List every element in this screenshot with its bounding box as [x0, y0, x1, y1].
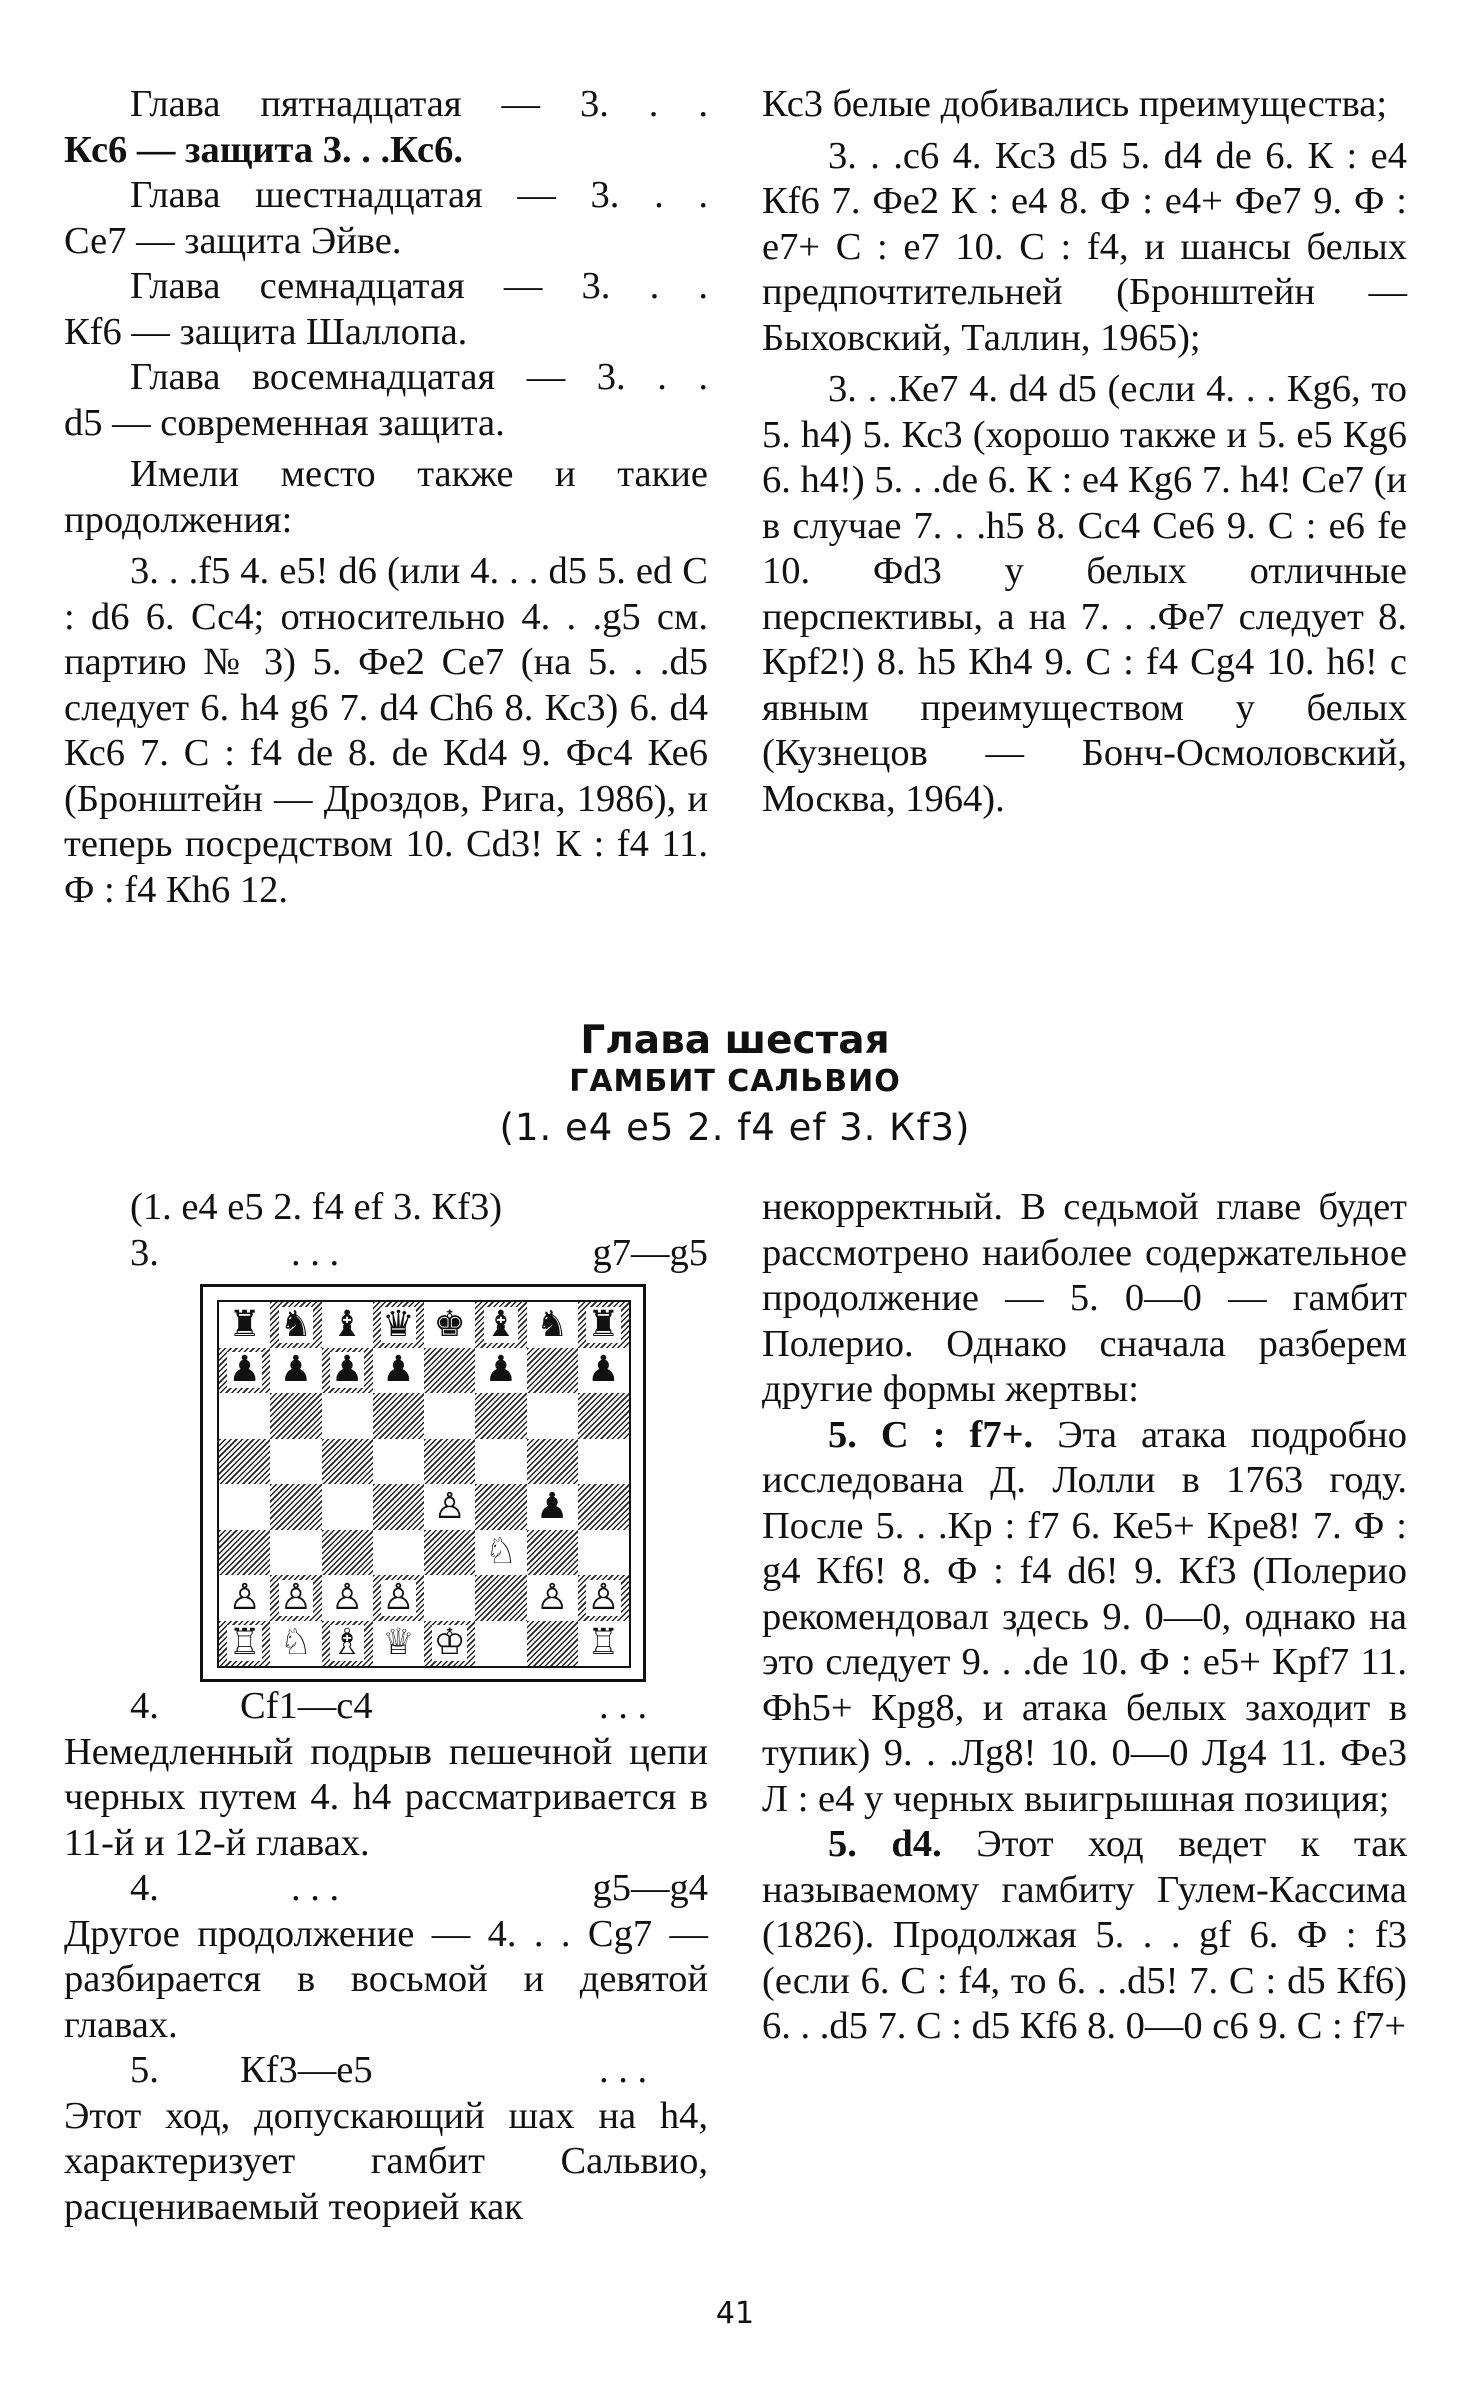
chess-piece-icon: ♘: [279, 1622, 313, 1664]
chess-piece-square: [578, 1621, 629, 1667]
paragraph: Имели место также и такие продолжения:: [64, 453, 708, 541]
chess-square: [475, 1575, 526, 1621]
text-line: Глава семнадцатая — 3. . .: [130, 265, 708, 307]
chess-piece-icon: ♝: [330, 1303, 364, 1345]
chess-square: [527, 1348, 578, 1394]
chess-square: [322, 1484, 373, 1530]
chess-piece-icon: ♚: [433, 1303, 466, 1345]
chess-piece-icon: ♙: [535, 1576, 569, 1618]
text-line: Глава восемнадцатая — 3. . .: [130, 356, 708, 398]
chess-piece-square: [219, 1621, 270, 1667]
chess-piece-square: [219, 1302, 270, 1348]
chess-piece-icon: ♙: [382, 1576, 415, 1618]
chess-piece-square: [424, 1302, 475, 1348]
chess-square: [373, 1439, 424, 1485]
chess-square: [322, 1393, 373, 1439]
chess-piece-square: [373, 1621, 424, 1667]
chess-piece-icon: ♞: [279, 1303, 313, 1345]
chess-square: [219, 1393, 270, 1439]
chess-piece-square: [578, 1575, 629, 1621]
chess-piece-icon: ♟: [330, 1349, 364, 1391]
chess-square: [475, 1484, 526, 1530]
chess-piece-icon: ♕: [382, 1622, 415, 1664]
chapter-number: Глава шестая: [580, 1018, 890, 1063]
text-line: d5 — современная защита.: [64, 401, 505, 444]
move-line: 3. . . . g7—g5: [130, 1231, 708, 1274]
chess-square: [270, 1439, 321, 1485]
chess-square: [270, 1484, 321, 1530]
chess-piece-square: [270, 1621, 321, 1667]
move-line: 4. Сf1—с4 . . .: [130, 1685, 648, 1727]
paragraph: 3. . .Ке7 4. d4 d5 (если 4. . . Кg6, то 5. h4) 5. Кс3 (хорошо также и 5. е5 Кg6 6. h4!) 5. . .de 6. К : e4 Кg6 7. h4! Се7 (и в случае 7. . .h5 8. Сс4 Се6 9. С : е6 fe 10. Фd3 у белых отличные перспективы, а на 7. . .Фе7 следует 8. Крf2!) 8. h5 Кh4 9. С : f4 Сg4 10. h6! с явным преимуществом у белых (Кузнецов — Бонч-Осмоловский, Москва, 1964).: [762, 368, 1407, 820]
chess-square: [578, 1530, 629, 1576]
move-lead: 5. d4.: [828, 1823, 942, 1865]
move-line: 4. . . . g5—g4: [130, 1867, 708, 1909]
paragraph: некорректный. В седьмой главе будет рассмотрено наиболее содержательное продолжение — 5. 0—0 — гамбит Полерио. Однако сначала разберем другие формы жертвы:: [762, 1186, 1407, 1410]
intro-moves: (1. e4 e5 2. f4 ef 3. Кf3): [130, 1186, 503, 1228]
chess-square: [527, 1439, 578, 1485]
paragraph: Этот ход, допускающий шах на h4, характеризует гамбит Сальвио, расцениваемый теорией как: [64, 2094, 708, 2228]
left-column-bottom: [64, 1185, 708, 2230]
chess-piece-icon: ♙: [279, 1576, 313, 1618]
paragraph: Кс3 белые добивались преимущества;: [762, 83, 1388, 125]
chess-piece-icon: ♟: [382, 1349, 415, 1391]
chess-square: [424, 1439, 475, 1485]
chess-square: [527, 1530, 578, 1576]
chess-piece-icon: ♙: [228, 1576, 261, 1618]
chess-piece-square: [219, 1348, 270, 1394]
chess-piece-square: [270, 1302, 321, 1348]
move-line: 5. Кf3—е5 . . .: [130, 2049, 648, 2091]
chess-piece-icon: ♜: [228, 1303, 261, 1345]
paragraph: Немедленный подрыв пешечной цепи черных путем 4. h4 рассматривается в 11-й и 12-й главах.: [64, 1730, 708, 1864]
chess-square: [219, 1484, 270, 1530]
chess-square: [424, 1348, 475, 1394]
chess-piece-square: [373, 1348, 424, 1394]
chess-square: [424, 1575, 475, 1621]
chess-square: [219, 1530, 270, 1576]
chapter-moves: (1. e4 e5 2. f4 ef 3. Кf3): [499, 1106, 971, 1149]
chess-square: [219, 1439, 270, 1485]
paragraph: 3. . .с6 4. Кс3 d5 5. d4 de 6. К : e4 Кf6 7. Фе2 К : e4 8. Ф : e4+ Фе7 9. Ф : е7+ С : е7 10. С : f4, и шансы белых предпочтительней (Бронштейн — Быховский, Таллин, 1965);: [762, 134, 1407, 359]
paragraph: 5. С : f7+. Эта атака подробно исследована Д. Лолли в 1763 году. После 5. . .Кр : f7 6. Ке5+ Крe8! 7. Ф : g4 Кf6! 8. Ф : f4 d6! 9. Кf3 (Полерио рекомендовал здесь 9. 0—0, однако на это следует 9. . .de 10. Ф : е5+ Крf7 11. Фh5+ Крg8, и атака белых заходит в тупик) 9. . .Лg8! 10. 0—0 Лg4 11. Фе3 Л : е4 у черных выигрышная позиция;: [762, 1413, 1407, 1820]
chess-piece-icon: ♔: [433, 1622, 466, 1664]
chess-square: [578, 1439, 629, 1485]
chess-square: [527, 1621, 578, 1667]
chess-square: [424, 1530, 475, 1576]
chess-piece-icon: ♖: [228, 1622, 261, 1664]
chess-piece-square: [219, 1575, 270, 1621]
chess-piece-square: [424, 1621, 475, 1667]
chess-square: [475, 1621, 526, 1667]
chess-piece-icon: ♞: [535, 1303, 569, 1345]
chess-square: [578, 1393, 629, 1439]
chess-piece-square: [373, 1302, 424, 1348]
chess-piece-icon: ♙: [433, 1485, 466, 1527]
left-column-top: [64, 82, 708, 913]
right-column-bottom: [762, 1185, 1407, 2050]
paragraph: Другое продолжение — 4. . . Сg7 — разбирается в восьмой и девятой главах.: [64, 1912, 708, 2046]
chapter-title: ГАМБИТ САЛЬВИО: [569, 1064, 901, 1099]
chess-piece-square: [322, 1621, 373, 1667]
chess-square: [424, 1393, 475, 1439]
page-number: 41: [715, 2296, 755, 2331]
chess-piece-square: [322, 1348, 373, 1394]
paragraph: 3. . .f5 4. e5! d6 (или 4. . . d5 5. ed С : d6 6. Сс4; относительно 4. . .g5 см. партию № 3) 5. Фе2 Се7 (на 5. . .d5 следует 6. h4 g6 7. d4 Ch6 8. Кс3) 6. d4 Кс6 7. С : f4 de 8. de Кd4 9. Фс4 Ке6 (Бронштейн — Дроздов, Рига, 1986), и теперь посредством 10. Сd3! К : f4 11. Ф : f4 Кh6 12.: [64, 550, 708, 911]
right-column-top: [762, 82, 1407, 822]
chess-board: [200, 1284, 646, 1682]
chess-square: [373, 1393, 424, 1439]
chess-piece-square: [270, 1348, 321, 1394]
chess-piece-icon: ♟: [484, 1349, 518, 1391]
chess-piece-icon: ♟: [228, 1349, 261, 1391]
move-lead: 5. С : f7+.: [828, 1413, 1034, 1456]
text-line: Глава пятнадцатая — 3. . .: [130, 83, 708, 125]
chess-piece-icon: ♘: [484, 1531, 518, 1573]
chess-piece-square: [527, 1302, 578, 1348]
chess-piece-icon: ♙: [587, 1576, 620, 1618]
chess-piece-square: [322, 1575, 373, 1621]
chess-square: [475, 1439, 526, 1485]
chess-piece-icon: ♛: [382, 1303, 415, 1345]
chess-square: [578, 1484, 629, 1530]
chess-piece-square: [475, 1348, 526, 1394]
chess-piece-square: [475, 1302, 526, 1348]
chess-diagram: [64, 1276, 708, 1684]
chess-square: [373, 1484, 424, 1530]
chess-piece-square: [578, 1302, 629, 1348]
chess-piece-icon: ♟: [587, 1349, 620, 1391]
chess-piece-square: [527, 1484, 578, 1530]
text-line: Глава шестнадцатая — 3. . .: [130, 174, 708, 216]
chess-piece-icon: ♝: [484, 1303, 518, 1345]
chess-piece-square: [322, 1302, 373, 1348]
chess-piece-icon: ♟: [535, 1485, 569, 1527]
chess-piece-icon: ♜: [587, 1303, 620, 1345]
chess-square: [475, 1393, 526, 1439]
chess-square: [270, 1393, 321, 1439]
chess-piece-square: [527, 1575, 578, 1621]
chess-piece-square: [270, 1575, 321, 1621]
chess-piece-square: [578, 1348, 629, 1394]
chess-piece-square: [424, 1484, 475, 1530]
chess-piece-icon: ♗: [330, 1622, 364, 1664]
chess-piece-square: [475, 1530, 526, 1576]
paragraph: 5. d4. Этот ход ведет к так называемому гамбиту Гулем-Кассима (1826). Продолжая 5. . . gf 6. Ф : f3 (если 6. С : f4, то 6. . .d5! 7. С : d5 Кf6) 6. . .d5 7. С : d5 Кf6 8. 0—0 с6 9. С : f7+: [762, 1823, 1407, 2047]
chess-square: [322, 1439, 373, 1485]
chess-piece-square: [373, 1575, 424, 1621]
text-line: Се7 — защита Эйве.: [64, 219, 402, 262]
text-line: Кf6 — защита Шаллопа.: [64, 310, 468, 353]
chess-square: [373, 1530, 424, 1576]
chess-square: [270, 1530, 321, 1576]
chess-square: [527, 1393, 578, 1439]
chess-piece-icon: ♖: [587, 1622, 620, 1664]
chess-piece-icon: ♙: [330, 1576, 364, 1618]
chess-piece-icon: ♟: [279, 1349, 313, 1391]
text-line: Кс6 — защита 3. . .Кс6.: [64, 128, 464, 171]
chess-square: [322, 1530, 373, 1576]
